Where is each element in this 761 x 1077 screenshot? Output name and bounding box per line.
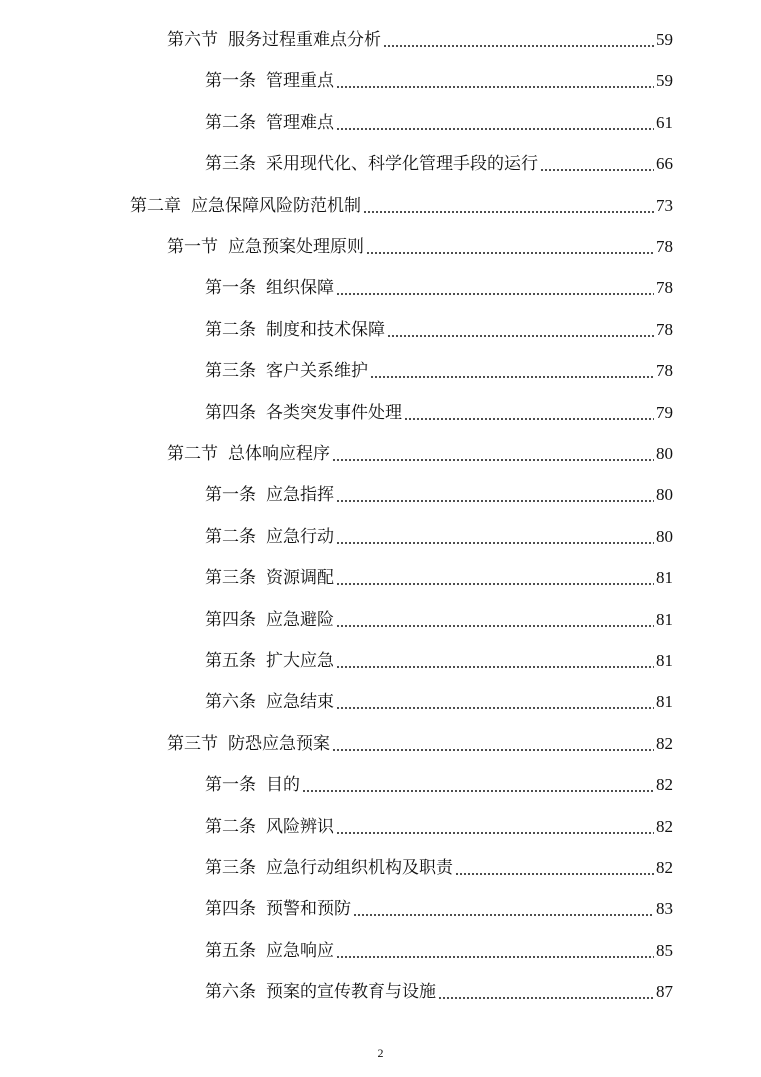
toc-entry-title: 总体响应程序 <box>228 444 330 464</box>
toc-entry-title: 管理重点 <box>266 71 334 92</box>
toc-entry-prefix: 第二条 <box>205 526 256 547</box>
toc-entry-title: 组织保障 <box>266 278 334 299</box>
toc-entry[interactable] <box>205 359 673 383</box>
toc-entry[interactable] <box>205 69 673 93</box>
toc-entry-prefix: 第三条 <box>205 154 256 175</box>
toc-entry-title: 应急保障风险防范机制 <box>191 195 361 216</box>
toc-entry-title: 应急结束 <box>266 692 334 713</box>
toc-dot-leader <box>404 418 654 420</box>
toc-entry[interactable] <box>205 649 673 673</box>
toc-dot-leader <box>363 211 654 213</box>
toc-entry-title: 扩大应急 <box>266 651 334 671</box>
toc-dot-leader <box>455 873 654 875</box>
toc-entry-prefix: 第四条 <box>205 899 256 920</box>
toc-entry-page: 66 <box>656 154 673 174</box>
toc-entry-page: 78 <box>656 278 673 298</box>
toc-entry-title: 预案的宣传教育与设施 <box>266 982 436 1003</box>
toc-entry[interactable] <box>205 318 673 342</box>
toc-dot-leader <box>336 625 654 627</box>
toc-entry-title: 预警和预防 <box>266 899 351 920</box>
toc-entry[interactable] <box>205 525 673 549</box>
toc-entry-prefix: 第三节 <box>167 733 218 754</box>
toc-entry[interactable] <box>167 732 673 756</box>
toc-entry-page: 78 <box>656 319 673 339</box>
toc-entry-page: 82 <box>656 816 673 836</box>
toc-dot-leader <box>332 749 654 751</box>
toc-dot-leader <box>336 500 654 502</box>
toc-entry-page: 81 <box>656 692 673 712</box>
toc-entry-prefix: 第三条 <box>205 568 256 589</box>
toc-entry[interactable] <box>205 690 673 714</box>
toc-entry-page: 80 <box>656 526 673 546</box>
toc-entry-prefix: 第一条 <box>205 278 256 299</box>
toc-dot-leader <box>336 666 654 668</box>
toc-dot-leader <box>540 169 654 171</box>
toc-entry-prefix: 第六条 <box>205 982 256 1003</box>
toc-entry-prefix: 第二条 <box>205 816 256 837</box>
toc-entry[interactable] <box>205 111 673 135</box>
toc-entry-prefix: 第一节 <box>167 237 218 257</box>
toc-dot-leader <box>336 542 654 544</box>
toc-entry-page: 59 <box>656 30 673 49</box>
toc-entry-prefix: 第三条 <box>205 858 256 878</box>
toc-entry-prefix: 第二条 <box>205 112 256 133</box>
toc-entry-page: 82 <box>656 858 673 877</box>
toc-entry-prefix: 第二章 <box>130 195 181 216</box>
toc-entry-page: 73 <box>656 195 673 215</box>
toc-dot-leader <box>302 790 654 792</box>
toc-dot-leader <box>336 128 654 130</box>
toc-dot-leader <box>336 956 654 958</box>
toc-entry-prefix: 第六节 <box>167 30 218 50</box>
toc-entry-prefix: 第四条 <box>205 402 256 423</box>
toc-dot-leader <box>353 914 654 916</box>
toc-entry-page: 87 <box>656 982 673 1002</box>
toc-entry[interactable] <box>205 152 673 176</box>
toc-dot-leader <box>336 86 654 88</box>
toc-entry[interactable] <box>205 483 673 507</box>
toc-dot-leader <box>370 376 654 378</box>
toc-entry[interactable] <box>205 608 673 632</box>
toc-dot-leader <box>336 583 654 585</box>
toc-entry[interactable] <box>205 897 673 921</box>
toc-entry-page: 59 <box>656 71 673 91</box>
toc-entry[interactable] <box>167 235 673 259</box>
toc-entry-title: 资源调配 <box>266 568 334 589</box>
toc-entry-title: 目的 <box>266 775 300 796</box>
toc-entry-page: 80 <box>656 444 673 463</box>
toc-entry-title: 风险辨识 <box>266 816 334 837</box>
toc-dot-leader <box>336 832 654 834</box>
toc-dot-leader <box>438 997 654 999</box>
toc-entry-page: 82 <box>656 775 673 795</box>
toc-entry-page: 78 <box>656 237 673 256</box>
toc-entry-title: 应急指挥 <box>266 485 334 506</box>
toc-entry-title: 采用现代化、科学化管理手段的运行 <box>266 154 538 175</box>
toc-entry[interactable] <box>205 773 673 797</box>
toc-entry-prefix: 第二条 <box>205 319 256 340</box>
toc-entry[interactable] <box>205 401 673 425</box>
toc-entry-page: 81 <box>656 651 673 670</box>
toc-entry[interactable] <box>205 980 673 1004</box>
toc-entry-title: 应急行动 <box>266 526 334 547</box>
toc-entry-prefix: 第四条 <box>205 609 256 630</box>
toc-entry-page: 83 <box>656 899 673 919</box>
page-number: 2 <box>377 1046 384 1060</box>
toc-entry-prefix: 第五条 <box>205 651 256 671</box>
toc-entry-prefix: 第三条 <box>205 361 256 382</box>
toc-entry[interactable] <box>167 442 673 466</box>
toc-entry-title: 制度和技术保障 <box>266 319 385 340</box>
toc-entry-prefix: 第二节 <box>167 444 218 464</box>
toc-dot-leader <box>383 45 654 47</box>
toc-entry-page: 85 <box>656 940 673 960</box>
toc-entry[interactable] <box>205 815 673 839</box>
toc-dot-leader <box>332 459 654 461</box>
toc-entry-page: 81 <box>656 609 673 629</box>
toc-entry-title: 应急预案处理原则 <box>228 237 364 257</box>
toc-entry-title: 服务过程重难点分析 <box>228 30 381 50</box>
toc-entry[interactable] <box>205 939 673 963</box>
toc-dot-leader <box>336 707 654 709</box>
toc-entry-title: 应急行动组织机构及职责 <box>266 858 453 878</box>
toc-entry-prefix: 第五条 <box>205 940 256 961</box>
toc-entry-title: 应急避险 <box>266 609 334 630</box>
toc-entry[interactable] <box>205 276 673 300</box>
toc-entry-title: 客户关系维护 <box>266 361 368 382</box>
toc-entry-title: 防恐应急预案 <box>228 733 330 754</box>
toc-entry-page: 78 <box>656 361 673 381</box>
toc-entry-prefix: 第一条 <box>205 775 256 796</box>
toc-entry-page: 82 <box>656 733 673 753</box>
toc-entry-page: 79 <box>656 402 673 422</box>
toc-entry-title: 应急响应 <box>266 940 334 961</box>
toc-entry-prefix: 第一条 <box>205 71 256 92</box>
toc-dot-leader <box>336 293 654 295</box>
toc-entry-page: 81 <box>656 568 673 588</box>
toc-entry-prefix: 第一条 <box>205 485 256 506</box>
toc-entry-title: 各类突发事件处理 <box>266 402 402 423</box>
toc-dot-leader <box>387 335 654 337</box>
toc-entry[interactable] <box>167 28 673 52</box>
toc-dot-leader <box>366 252 654 254</box>
toc-entry[interactable] <box>205 566 673 590</box>
toc-entry-page: 61 <box>656 112 673 132</box>
toc-entry-page: 80 <box>656 485 673 505</box>
toc-entry-prefix: 第六条 <box>205 692 256 713</box>
toc-entry[interactable] <box>205 856 673 880</box>
toc-entry[interactable] <box>130 194 673 218</box>
toc-entry-title: 管理难点 <box>266 112 334 133</box>
